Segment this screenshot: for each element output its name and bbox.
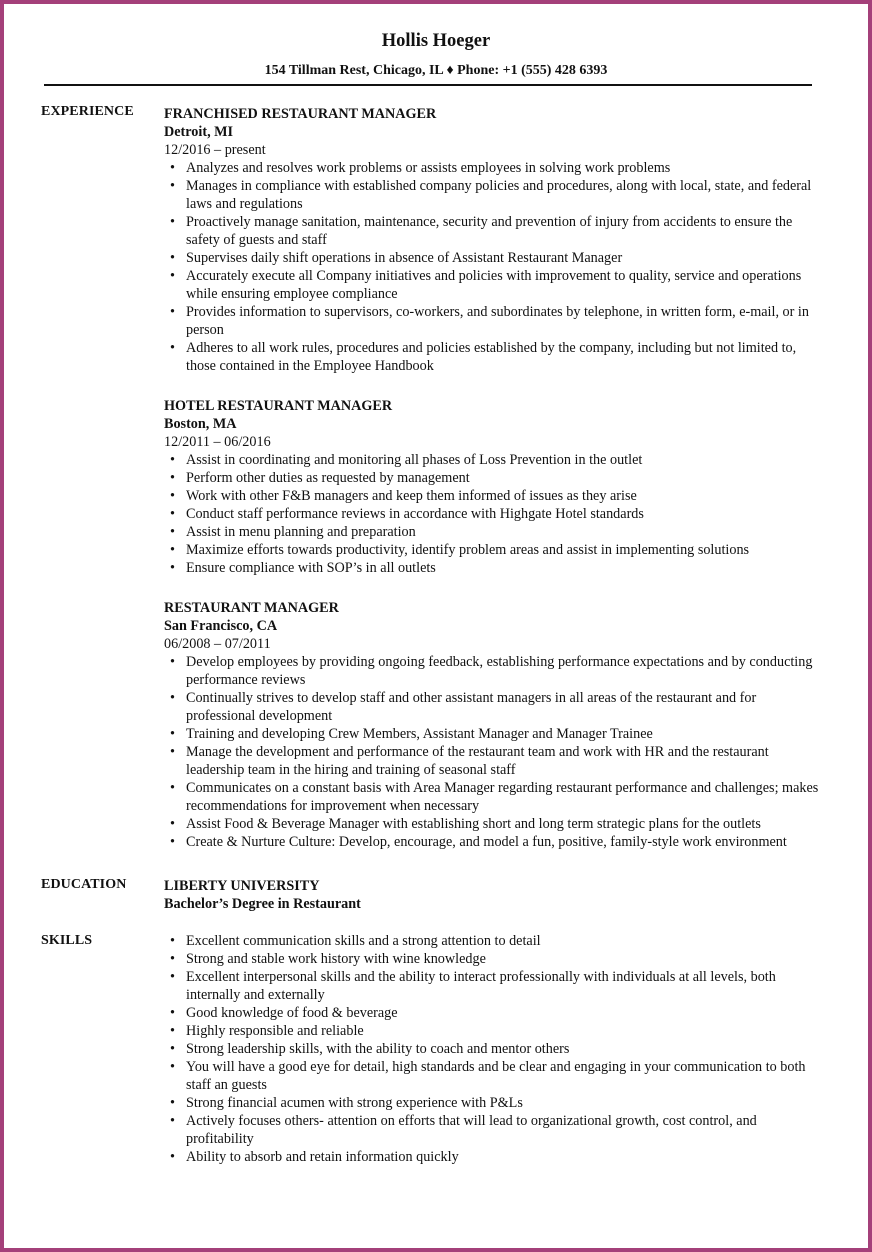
list-item: • Manages in compliance with established company policies and procedures, along with local, state, and federal laws and regulations bbox=[164, 177, 824, 213]
list-item: • Provides information to supervisors, co-workers, and subordinates by telephone, in written form, e-mail, or in person bbox=[164, 303, 824, 339]
list-item: • Maximize efforts towards productivity, identify problem areas and assist in implementing solutions bbox=[164, 541, 824, 559]
education-entry bbox=[164, 877, 824, 913]
skills-entry bbox=[164, 932, 824, 1166]
contact-line: 154 Tillman Rest, Chicago, IL ♦ Phone: +1 (555) 428 6393 bbox=[264, 63, 608, 78]
list-item: • Assist Food & Beverage Manager with establishing short and long term strategic plans for the outlets bbox=[164, 815, 824, 833]
job-location: Detroit, MI bbox=[164, 124, 234, 140]
list-item: • Excellent communication skills and a strong attention to detail bbox=[164, 932, 824, 950]
skills-list bbox=[164, 932, 824, 1166]
job-entry bbox=[164, 599, 824, 851]
job-dates: 06/2008 – 07/2011 bbox=[164, 636, 271, 652]
header-divider bbox=[44, 84, 812, 86]
job-entry bbox=[164, 397, 824, 577]
list-item: • Assist in coordinating and monitoring all phases of Loss Prevention in the outlet bbox=[164, 451, 824, 469]
list-item: • Create & Nurture Culture: Develop, encourage, and model a fun, positive, family-style work environment bbox=[164, 833, 824, 851]
list-item: • Continually strives to develop staff and other assistant managers in all areas of the restaurant and for professional development bbox=[164, 689, 824, 725]
candidate-name: Hollis Hoeger bbox=[381, 31, 491, 51]
list-item: • Ability to absorb and retain information quickly bbox=[164, 1148, 824, 1166]
list-item: • Strong and stable work history with wine knowledge bbox=[164, 950, 824, 968]
job-bullets bbox=[164, 653, 824, 851]
list-item: • Accurately execute all Company initiatives and policies with improvement to quality, service and operations while ensuring employee compliance bbox=[164, 267, 824, 303]
list-item: • Actively focuses others- attention on efforts that will lead to organizational growth, cost control, and profitability bbox=[164, 1112, 824, 1148]
job-entry bbox=[164, 105, 824, 375]
list-item: • Strong financial acumen with strong experience with P&Ls bbox=[164, 1094, 824, 1112]
list-item: • Training and developing Crew Members, Assistant Manager and Manager Trainee bbox=[164, 725, 824, 743]
job-title: FRANCHISED RESTAURANT MANAGER bbox=[164, 106, 437, 122]
degree: Bachelor’s Degree in Restaurant bbox=[164, 896, 361, 912]
job-bullets bbox=[164, 159, 824, 375]
list-item: • Assist in menu planning and preparation bbox=[164, 523, 824, 541]
job-title: RESTAURANT MANAGER bbox=[164, 600, 339, 616]
job-dates: 12/2011 – 06/2016 bbox=[164, 434, 271, 450]
section-label-skills: SKILLS bbox=[41, 933, 93, 948]
list-item: • Manage the development and performance of the restaurant team and work with HR and the restaurant leadership team in the hiring and training of seasonal staff bbox=[164, 743, 824, 779]
job-location: Boston, MA bbox=[164, 416, 237, 432]
job-bullets bbox=[164, 451, 824, 577]
list-item: • Communicates on a constant basis with Area Manager regarding restaurant performance and challenges; makes recommendations for improvement when necessary bbox=[164, 779, 824, 815]
school-name: LIBERTY UNIVERSITY bbox=[164, 878, 320, 894]
list-item: • Excellent interpersonal skills and the ability to interact professionally with individuals at all levels, both internally and externally bbox=[164, 968, 824, 1004]
list-item: • Supervises daily shift operations in absence of Assistant Restaurant Manager bbox=[164, 249, 824, 267]
section-label-education: EDUCATION bbox=[41, 877, 127, 892]
job-dates: 12/2016 – present bbox=[164, 142, 266, 158]
list-item: • Conduct staff performance reviews in accordance with Highgate Hotel standards bbox=[164, 505, 824, 523]
list-item: • You will have a good eye for detail, high standards and be clear and engaging in your communication to both staff an guests bbox=[164, 1058, 824, 1094]
list-item: • Ensure compliance with SOP’s in all outlets bbox=[164, 559, 824, 577]
list-item: • Perform other duties as requested by management bbox=[164, 469, 824, 487]
list-item: • Develop employees by providing ongoing feedback, establishing performance expectations and by conducting performance reviews bbox=[164, 653, 824, 689]
list-item: • Adheres to all work rules, procedures and policies established by the company, including but not limited to, those contained in the Employee Handbook bbox=[164, 339, 824, 375]
job-location: San Francisco, CA bbox=[164, 618, 278, 634]
list-item: • Highly responsible and reliable bbox=[164, 1022, 824, 1040]
job-title: HOTEL RESTAURANT MANAGER bbox=[164, 398, 393, 414]
list-item: • Strong leadership skills, with the ability to coach and mentor others bbox=[164, 1040, 824, 1058]
section-label-experience: EXPERIENCE bbox=[41, 104, 134, 119]
list-item: • Analyzes and resolves work problems or assists employees in solving work problems bbox=[164, 159, 824, 177]
list-item: • Work with other F&B managers and keep them informed of issues as they arise bbox=[164, 487, 824, 505]
list-item: • Proactively manage sanitation, maintenance, security and prevention of injury from accidents to ensure the safety of guests and staff bbox=[164, 213, 824, 249]
list-item: • Good knowledge of food & beverage bbox=[164, 1004, 824, 1022]
